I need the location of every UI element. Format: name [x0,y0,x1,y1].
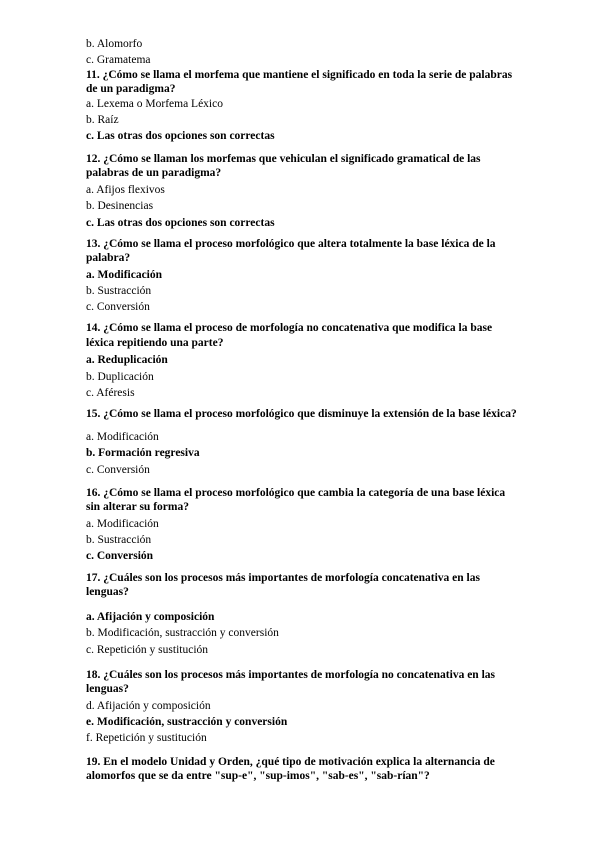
question-line: 14. ¿Cómo se llama el proceso de morfología no concatenativa que modifica la base [86,322,493,334]
question-line: 13. ¿Cómo se llama el proceso morfológico que altera totalmente la base léxica de la [86,238,496,250]
answer-option: f. Repetición y sustitución [86,732,207,744]
correct-answer-option: c. Las otras dos opciones son correctas [86,130,275,142]
question-line: sin alterar su forma? [86,501,189,513]
question-line: palabra? [86,252,131,264]
question-line: 19. En el modelo Unidad y Orden, ¿qué tipo de motivación explica la alternancia de [86,756,495,768]
question-line: 16. ¿Cómo se llama el proceso morfológico que cambia la categoría de una base léxica [86,487,506,499]
answer-option: b. Sustracción [86,534,152,546]
question-line: léxica repitiendo una parte? [86,337,224,349]
answer-option: b. Duplicación [86,371,154,383]
question-line: 11. ¿Cómo se llama el morfema que mantiene el significado en toda la serie de palabras [86,69,513,81]
question-line: 17. ¿Cuáles son los procesos más importantes de morfología concatenativa en las [86,572,480,584]
answer-option: a. Afijos flexivos [86,184,165,196]
correct-answer-option: c. Las otras dos opciones son correctas [86,217,275,229]
answer-option: b. Modificación, sustracción y conversión [86,627,279,639]
answer-option: b. Sustracción [86,285,152,297]
correct-answer-option: e. Modificación, sustracción y conversión [86,716,288,728]
correct-answer-option: a. Reduplicación [86,354,168,366]
question-line: lenguas? [86,683,129,695]
correct-answer-option: c. Conversión [86,550,154,562]
question-line: 12. ¿Cómo se llaman los morfemas que vehiculan el significado gramatical de las [86,153,481,165]
question-line: de un paradigma? [86,83,176,95]
answer-option: c. Conversión [86,301,150,313]
question-line: 18. ¿Cuáles son los procesos más importantes de morfología no concatenativa en las [86,669,495,681]
answer-option: a. Modificación [86,518,159,530]
answer-option: c. Gramatema [86,54,151,66]
answer-option: d. Afijación y composición [86,700,211,712]
correct-answer-option: b. Formación regresiva [86,447,200,459]
answer-option: c. Aféresis [86,387,135,399]
answer-option: c. Conversión [86,464,150,476]
answer-option: a. Modificación [86,431,159,443]
question-line: alomorfos que se da entre "sup-e", "sup-imos", "sab-es", "sab-rían"? [86,770,430,782]
question-line: 15. ¿Cómo se llama el proceso morfológico que disminuye la extensión de la base léxica? [86,408,517,420]
answer-option: b. Desinencias [86,200,154,212]
question-line: palabras de un paradigma? [86,167,222,179]
answer-option: c. Repetición y sustitución [86,644,209,656]
correct-answer-option: a. Afijación y composición [86,611,215,623]
answer-option: b. Raíz [86,114,119,126]
correct-answer-option: a. Modificación [86,269,163,281]
answer-option: b. Alomorfo [86,38,143,50]
question-line: lenguas? [86,586,129,598]
answer-option: a. Lexema o Morfema Léxico [86,98,223,110]
